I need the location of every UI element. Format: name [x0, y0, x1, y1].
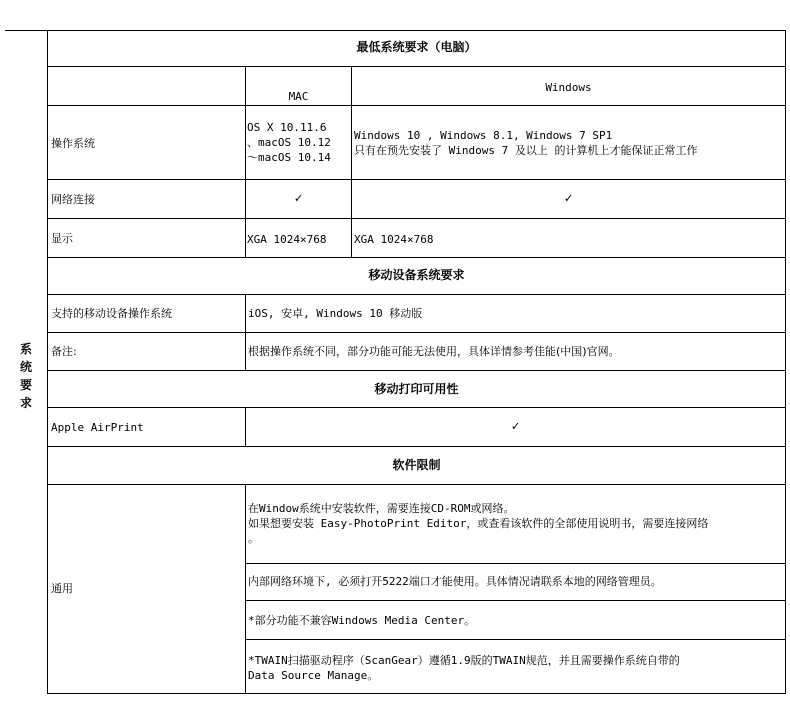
row-label-os: 操作系统	[51, 137, 95, 150]
row-label-remarks: 备注:	[51, 345, 77, 358]
software-item-media-center: *部分功能不兼容Windows Media Center。	[248, 614, 476, 627]
row-label-display: 显示	[51, 232, 73, 245]
software-limits-title: 软件限制	[392, 458, 441, 472]
pc-requirements-title: 最低系统要求（电脑）	[356, 40, 477, 54]
mobile-os-value: iOS, 安卓, Windows 10 移动版	[248, 307, 423, 320]
row-label-airprint: Apple AirPrint	[51, 421, 144, 434]
airprint-check: ✓	[511, 419, 520, 434]
table-top-border	[5, 30, 786, 31]
row-label-general: 通用	[51, 582, 73, 595]
mac-display-value: XGA 1024×768	[247, 233, 327, 246]
software-item-twain: *TWAIN扫描驱动程序（ScanGear）遵循1.9版的TWAIN规范，并且需要操作系统自带的 Data Source Manage。	[248, 654, 680, 682]
software-item-install: 在Window系统中安装软件，需要连接CD-ROM或网络。 如果想要安装 Easy-PhotoPrint Editor，或查看该软件的全部使用说明书，需要连接网络 。	[248, 502, 709, 545]
col-header-mac: MAC	[288, 90, 309, 103]
mobile-requirements-title: 移动设备系统要求	[368, 268, 465, 282]
table-right-border	[785, 30, 786, 694]
table-bottom-border	[47, 693, 786, 694]
mobile-print-title: 移动打印可用性	[374, 382, 459, 396]
side-column-divider	[47, 30, 48, 694]
windows-os-versions: Windows 10 , Windows 8.1, Windows 7 SP1 只有在预先安装了 Windows 7 及以上 的计算机上才能保证正常工作	[354, 129, 698, 157]
windows-display-value: XGA 1024×768	[354, 233, 434, 246]
remarks-value: 根据操作系统不同，部分功能可能无法使用，具体详情参考佳能(中国)官网。	[248, 345, 620, 358]
windows-network-check: ✓	[564, 191, 573, 206]
software-item-port: 内部网络环境下, 必须打开5222端口才能使用。具体情况请联系本地的网络管理员。	[248, 575, 662, 588]
mac-network-check: ✓	[294, 191, 303, 206]
row-label-mobile-os: 支持的移动设备操作系统	[51, 307, 172, 320]
mac-os-versions: OS X 10.11.6 、macOS 10.12 ～macOS 10.14	[247, 121, 331, 164]
col-header-windows: Windows	[545, 81, 592, 94]
side-label: 系 统 要 求	[19, 342, 32, 410]
row-label-network: 网络连接	[51, 193, 95, 206]
